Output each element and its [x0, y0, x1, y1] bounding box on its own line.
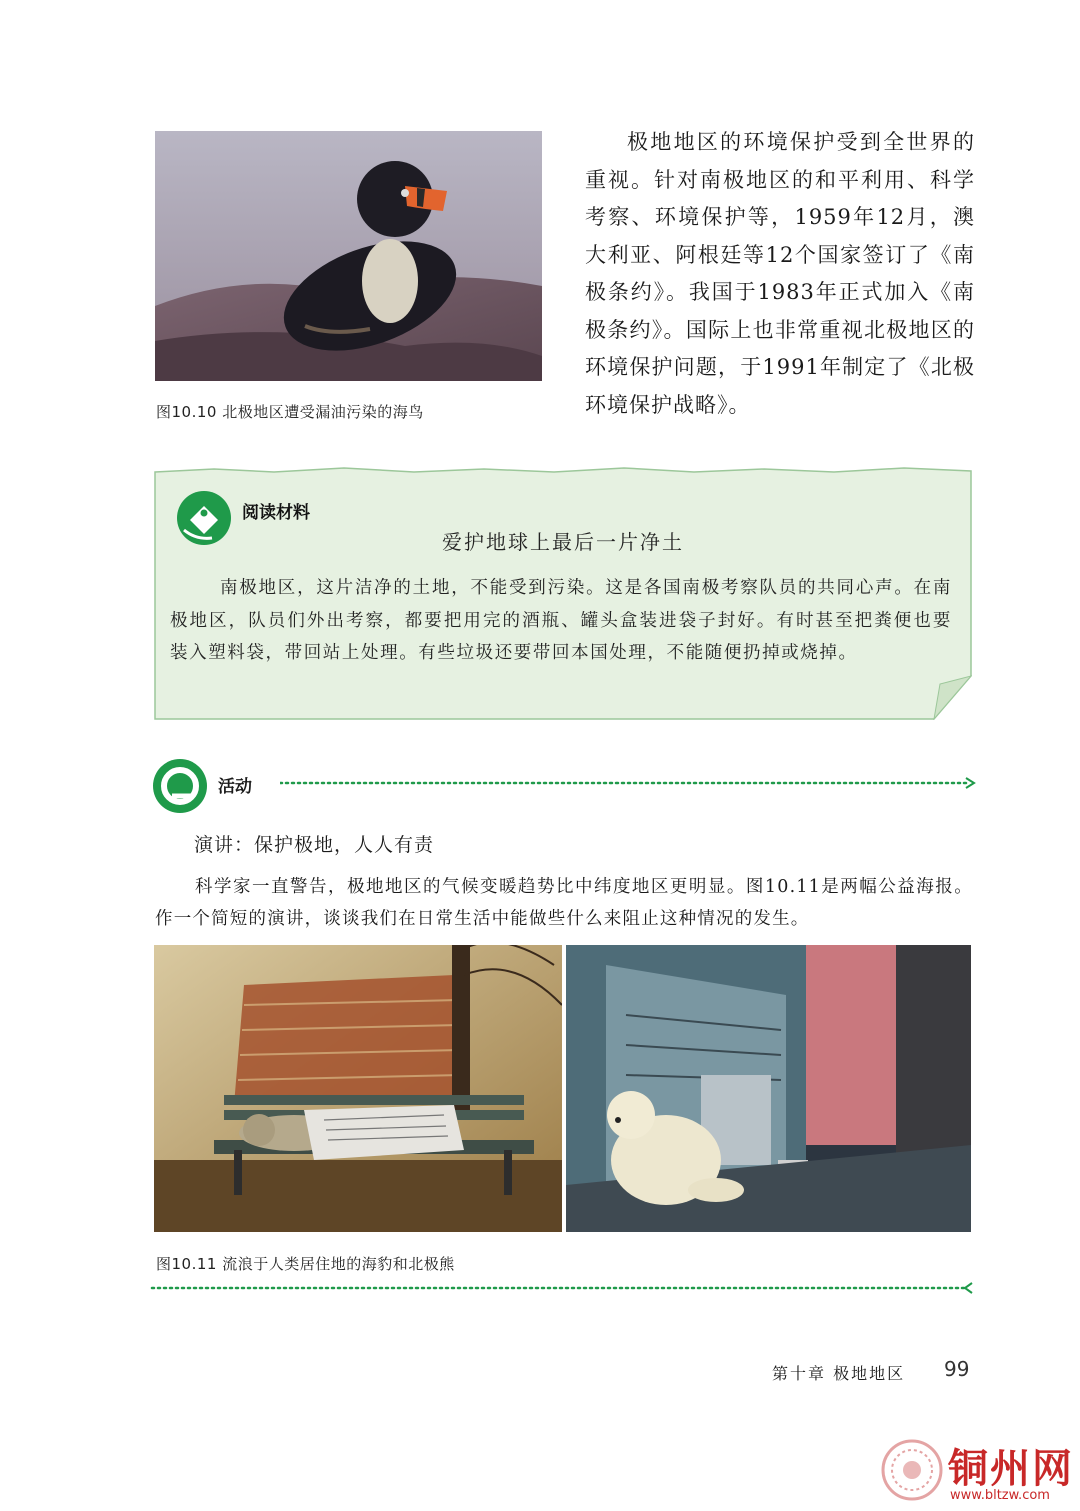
figure-10-11-seal-poster	[154, 945, 562, 1232]
speech-title: 演讲：保护极地，人人有责	[194, 834, 435, 856]
activity-icon	[152, 758, 208, 814]
reading-material-title: 爱护地球上最后一片净土	[442, 530, 684, 554]
watermark-seal-icon	[880, 1438, 944, 1502]
watermark-url: www.bltzw.com	[950, 1488, 1050, 1503]
watermark-text: 铜州网	[948, 1445, 1074, 1492]
reading-material-body: 南极地区，这片洁净的土地，不能受到污染。这是各国南极考察队员的共同心声。在南极地区，队员们外出考察，都要把用完的酒瓶、罐头盒装进袋子封好。有时甚至把粪便也要装入塑料袋，带回站上处理。有些垃圾还要带回本国处理，不能随便扔掉或烧掉。	[170, 578, 952, 663]
activity-end-divider	[150, 1280, 975, 1296]
chapter-label: 第十章 极地地区	[772, 1364, 906, 1383]
speech-body: 科学家一直警告，极地地区的气候变暖趋势比中纬度地区更明显。图10.11是两幅公益海报。作一个简短的演讲，谈谈我们在日常生活中能做些什么来阻止这种情况的发生。	[155, 877, 973, 929]
page-number: 99	[944, 1357, 970, 1381]
reading-material-label: 阅读材料	[242, 503, 310, 523]
activity-divider-arrow	[280, 775, 980, 791]
figure-10-10-caption: 图10.10 北极地区遭受漏油污染的海鸟	[156, 403, 424, 421]
main-paragraph: 极地地区的环境保护受到全世界的重视。针对南极地区的和平利用、科学考察、环境保护等，1959年12月，澳大利亚、阿根廷等12个国家签订了《南极条约》。我国于1983年正式加入《南极条约》。国际上也非常重视北极地区的环境保护问题，于1991年制定了《北极环境保护战略》。	[585, 130, 975, 417]
figure-10-10-photo	[155, 131, 542, 381]
reading-material-box	[154, 466, 972, 720]
activity-label: 活动	[218, 777, 252, 797]
figure-10-11-caption: 图10.11 流浪于人类居住地的海豹和北极熊	[156, 1255, 455, 1273]
figure-10-11-polar-bear-poster	[566, 945, 971, 1232]
